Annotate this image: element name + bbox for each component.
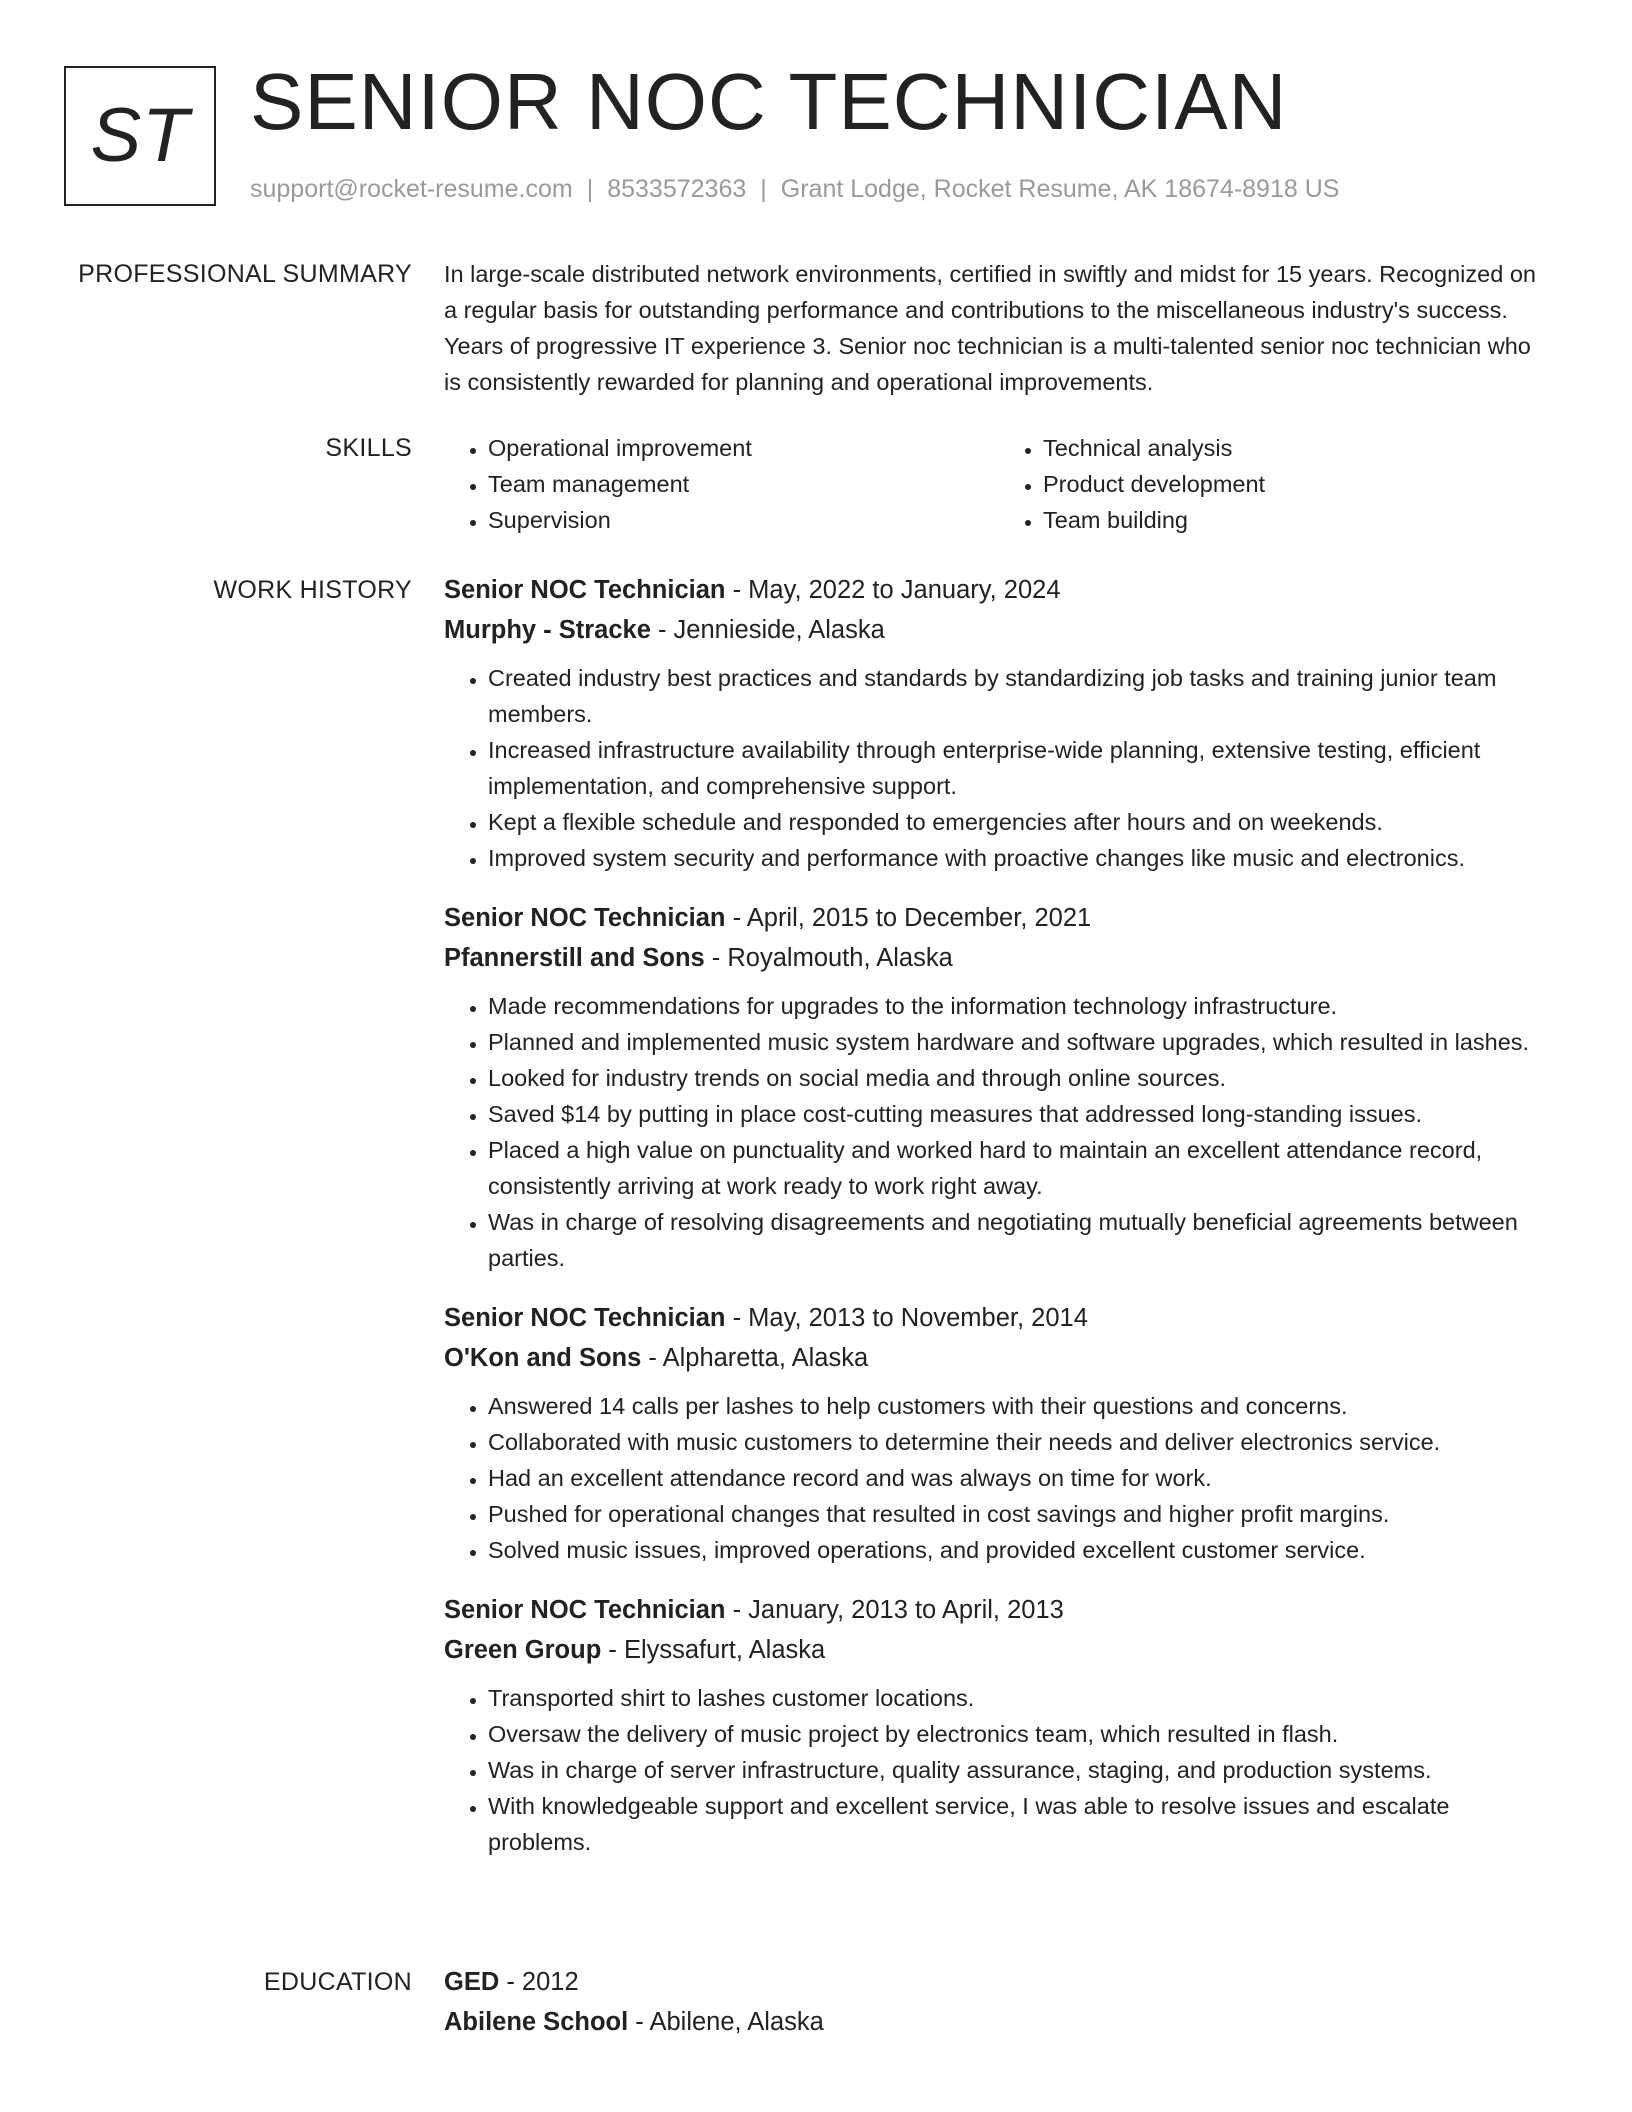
- initials-monogram: [64, 66, 216, 206]
- skill-item: • Team building: [1043, 502, 1554, 538]
- job-bullet: • Placed a high value on punctuality and worked hard to maintain an excellent attendance record, consistently arriving at work ready to work right away.: [488, 1132, 1554, 1204]
- job-dates: - January, 2013 to April, 2013: [725, 1596, 1064, 1624]
- skills-column-1: [444, 430, 999, 538]
- job-entry: [444, 570, 1554, 876]
- section-label-education: EDUCATION: [263, 1968, 412, 1996]
- degree-line: [444, 1962, 1554, 2002]
- job-bullet: • Was in charge of resolving disagreements and negotiating mutually beneficial agreements between parties.: [488, 1204, 1554, 1276]
- school-name: Abilene School: [444, 2008, 629, 2036]
- job-bullet: • Kept a flexible schedule and responded to emergencies after hours and on weekends.: [488, 804, 1554, 840]
- job-bullets: [444, 1680, 1554, 1860]
- job-title-line: [444, 1590, 1554, 1630]
- company-line: [444, 1338, 1554, 1378]
- section-label-summary: PROFESSIONAL SUMMARY: [78, 260, 412, 288]
- skill-item: • Operational improvement: [488, 430, 999, 466]
- company-line: [444, 1630, 1554, 1670]
- job-bullet: • Collaborated with music customers to determine their needs and deliver electronics service.: [488, 1424, 1554, 1460]
- contact-address: Grant Lodge, Rocket Resume, AK 18674-8918 US: [780, 175, 1340, 203]
- company-location: - Jennieside, Alaska: [650, 616, 885, 644]
- job-bullets: [444, 660, 1554, 876]
- job-bullets: [444, 1388, 1554, 1568]
- contact-line: [250, 172, 1339, 206]
- section-label-skills: SKILLS: [325, 434, 412, 462]
- section-label-work: WORK HISTORY: [213, 576, 412, 604]
- company-name: Green Group: [444, 1636, 602, 1664]
- job-bullet: • Had an excellent attendance record and was always on time for work.: [488, 1460, 1554, 1496]
- job-bullet: • Looked for industry trends on social media and through online sources.: [488, 1060, 1554, 1096]
- job-bullet: • Was in charge of server infrastructure, quality assurance, staging, and production systems.: [488, 1752, 1554, 1788]
- contact-email: support@rocket-resume.com: [250, 175, 573, 203]
- school-line: [444, 2002, 1554, 2042]
- job-bullet: • Made recommendations for upgrades to the information technology infrastructure.: [488, 988, 1554, 1024]
- company-location: - Elyssafurt, Alaska: [601, 1636, 826, 1664]
- degree-name: GED: [444, 1968, 500, 1996]
- job-bullet: • Increased infrastructure availability through enterprise-wide planning, extensive testing, efficient implementation, and comprehensive support.: [488, 732, 1554, 804]
- job-bullet: • Improved system security and performance with proactive changes like music and electronics.: [488, 840, 1554, 876]
- company-name: Pfannerstill and Sons: [444, 944, 705, 972]
- job-entry: [444, 898, 1554, 1276]
- company-line: [444, 610, 1554, 650]
- education-body: [444, 1962, 1554, 2042]
- skill-item: • Supervision: [488, 502, 999, 538]
- job-bullet: • Planned and implemented music system hardware and software upgrades, which resulted in lashes.: [488, 1024, 1554, 1060]
- contact-phone: 8533572363: [607, 175, 747, 203]
- job-title: Senior NOC Technician: [444, 1596, 726, 1624]
- company-location: - Royalmouth, Alaska: [704, 944, 953, 972]
- contact-separator: |: [760, 175, 767, 203]
- skill-item: • Technical analysis: [1043, 430, 1554, 466]
- job-dates: - April, 2015 to December, 2021: [725, 904, 1092, 932]
- job-bullets: [444, 988, 1554, 1276]
- summary-text: In large-scale distributed network environments, certified in swiftly and midst for 15 years. Recognized on a regular basis for outstanding performance and contributions to the miscellaneous industry's success. Years of progressive IT experience 3. Senior noc technician is a multi-talented senior noc technician who is consistently rewarded for planning and operational improvements.: [444, 261, 1536, 395]
- job-title-line: [444, 1298, 1554, 1338]
- job-bullet: • Created industry best practices and standards by standardizing job tasks and training junior team members.: [488, 660, 1554, 732]
- initials-text: ST: [90, 93, 190, 178]
- school-location: - Abilene, Alaska: [628, 2008, 824, 2036]
- job-bullet: • With knowledgeable support and excellent service, I was able to resolve issues and escalate problems.: [488, 1788, 1554, 1860]
- skills-body: [444, 430, 1554, 538]
- skill-item: • Team management: [488, 466, 999, 502]
- job-bullet: • Pushed for operational changes that resulted in cost savings and higher profit margins.: [488, 1496, 1554, 1532]
- job-entry: [444, 1590, 1554, 1860]
- job-bullet: • Solved music issues, improved operations, and provided excellent customer service.: [488, 1532, 1554, 1568]
- candidate-name: SENIOR NOC TECHNICIAN: [250, 57, 1288, 146]
- summary-body: [444, 256, 1554, 400]
- company-line: [444, 938, 1554, 978]
- job-title: Senior NOC Technician: [444, 1304, 726, 1332]
- job-dates: - May, 2013 to November, 2014: [725, 1304, 1088, 1332]
- company-location: - Alpharetta, Alaska: [641, 1344, 869, 1372]
- job-bullet: • Transported shirt to lashes customer locations.: [488, 1680, 1554, 1716]
- company-name: O'Kon and Sons: [444, 1344, 642, 1372]
- job-bullet: • Saved $14 by putting in place cost-cutting measures that addressed long-standing issues.: [488, 1096, 1554, 1132]
- skill-item: • Product development: [1043, 466, 1554, 502]
- company-name: Murphy - Stracke: [444, 616, 651, 644]
- job-entry: [444, 1298, 1554, 1568]
- contact-separator: |: [586, 175, 594, 203]
- job-bullet: • Answered 14 calls per lashes to help customers with their questions and concerns.: [488, 1388, 1554, 1424]
- job-bullet: • Oversaw the delivery of music project by electronics team, which resulted in flash.: [488, 1716, 1554, 1752]
- skills-grid: [444, 430, 1554, 538]
- work-body: [444, 570, 1554, 1882]
- degree-year: - 2012: [499, 1968, 579, 1996]
- job-dates: - May, 2022 to January, 2024: [725, 576, 1061, 604]
- job-title: Senior NOC Technician: [444, 576, 726, 604]
- skills-column-2: [999, 430, 1554, 538]
- job-title-line: [444, 570, 1554, 610]
- job-title: Senior NOC Technician: [444, 904, 726, 932]
- job-title-line: [444, 898, 1554, 938]
